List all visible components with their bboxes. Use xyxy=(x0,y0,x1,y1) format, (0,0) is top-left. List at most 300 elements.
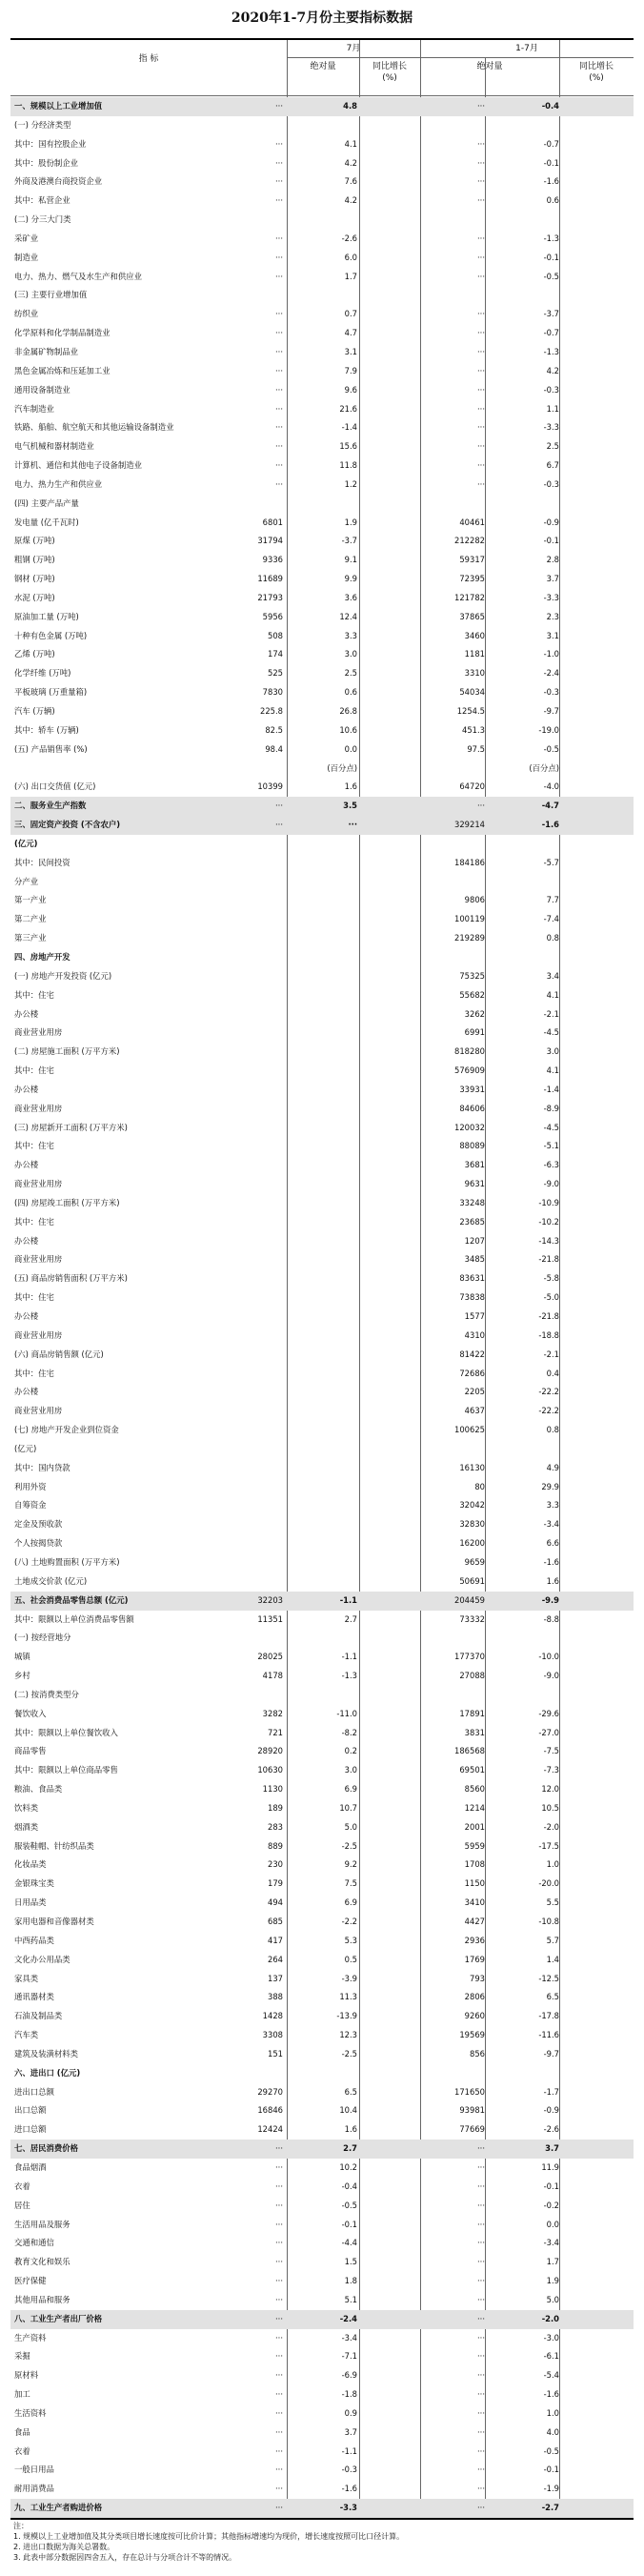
table-row xyxy=(10,910,634,929)
cumulative-yoy-cell: -14.3 xyxy=(538,1235,559,1246)
table-row xyxy=(10,1062,634,1081)
month-yoy-cell: 26.8 xyxy=(339,706,357,716)
indicator-cell: 办公楼 xyxy=(14,1387,39,1397)
indicator-cell: 其中：住宅 xyxy=(14,1368,54,1378)
cumulative-value-cell: 1254.5 xyxy=(456,706,485,716)
month-value-cell: 189 xyxy=(268,1802,283,1813)
cumulative-yoy-cell: -3.0 xyxy=(543,2332,559,2343)
month-value-cell: ··· xyxy=(275,2445,283,2456)
cumulative-value-cell: ··· xyxy=(477,2389,485,2400)
table-row xyxy=(10,1761,634,1780)
cumulative-value-cell: 177370 xyxy=(454,1652,485,1662)
indicator-cell: 其中：民间投资 xyxy=(14,857,70,867)
indicator-cell: (七) 房地产开发企业到位资金 xyxy=(14,1425,119,1435)
month-value-cell: 889 xyxy=(268,1840,283,1851)
cumulative-value-cell: ··· xyxy=(477,157,485,168)
cumulative-yoy-cell: -21.8 xyxy=(538,1254,559,1265)
indicator-cell: (六) 商品房销售额 (亿元) xyxy=(14,1349,104,1359)
indicator-cell: 商业营业用房 xyxy=(14,1254,63,1265)
cumulative-value-cell: ··· xyxy=(477,2445,485,2456)
month-value-cell: ··· xyxy=(275,2143,283,2154)
month-value-cell: ··· xyxy=(275,2200,283,2210)
table-row xyxy=(10,1534,634,1553)
indicator-cell: 九、工业生产者购进价格 xyxy=(14,2503,103,2513)
indicator-cell: 食品烟酒 xyxy=(14,2161,47,2172)
table-row xyxy=(10,2083,634,2102)
cumulative-value-cell: 50691 xyxy=(459,1575,485,1586)
indicator-cell: (二) 按消费类型分 xyxy=(14,1689,79,1699)
footnote-line: 3. 此表中部分数据因四舍五入，存在总计与分项合计不等的情况。 xyxy=(13,2553,237,2562)
table-row xyxy=(10,589,634,608)
table-row xyxy=(10,1288,634,1308)
month-value-cell: 32203 xyxy=(257,1594,283,1605)
cumulative-yoy-cell: -0.3 xyxy=(543,478,559,489)
table-row xyxy=(10,760,634,779)
cumulative-value-cell: 186568 xyxy=(454,1746,485,1756)
table-row xyxy=(10,2120,634,2140)
month-value-cell: 4178 xyxy=(262,1671,283,1681)
cumulative-value-cell: 19569 xyxy=(459,2030,485,2040)
cumulative-value-cell: 27088 xyxy=(459,1671,485,1681)
month-value-cell: 3282 xyxy=(262,1708,283,1718)
month-yoy-cell: 9.2 xyxy=(344,1859,357,1870)
indicator-cell: 一般日用品 xyxy=(14,2464,54,2475)
table-row xyxy=(10,2272,634,2291)
table-section-row xyxy=(10,797,634,816)
month-value-cell: 7830 xyxy=(262,687,283,698)
cumulative-yoy-cell: 1.4 xyxy=(546,1954,559,1964)
indicator-cell: 发电量 (亿千瓦时) xyxy=(14,517,79,527)
month-value-cell: 494 xyxy=(268,1897,283,1908)
cumulative-value-cell: 93981 xyxy=(459,2105,485,2116)
table-section-row xyxy=(10,2499,634,2518)
cumulative-yoy-cell: -5.1 xyxy=(543,1141,559,1151)
indicator-cell: 烟酒类 xyxy=(14,1821,39,1832)
month-yoy-cell: 10.2 xyxy=(339,2161,357,2172)
month-value-cell: 417 xyxy=(268,1935,283,1945)
month-yoy-cell: -1.1 xyxy=(341,1652,357,1662)
cumulative-yoy-cell: 4.2 xyxy=(546,365,559,375)
cumulative-yoy-cell: -8.8 xyxy=(543,1613,559,1624)
cumulative-value-cell: 16130 xyxy=(459,1462,485,1472)
cumulative-value-cell: 212282 xyxy=(454,536,485,546)
table-row xyxy=(10,400,634,419)
cumulative-yoy-cell: 4.0 xyxy=(546,2426,559,2437)
cumulative-yoy-cell: -1.3 xyxy=(543,233,559,243)
month-yoy-cell: 5.1 xyxy=(344,2294,357,2304)
table-row xyxy=(10,873,634,892)
month-yoy-cell: 3.6 xyxy=(344,592,357,602)
cumulative-value-cell: 32042 xyxy=(459,1500,485,1511)
month-yoy-cell: -2.5 xyxy=(341,1840,357,1851)
indicator-cell: 商业营业用房 xyxy=(14,1027,63,1038)
month-yoy-cell: 6.9 xyxy=(344,1897,357,1908)
indicator-cell: 汽车 (万辆) xyxy=(14,706,55,716)
table-row xyxy=(10,1648,634,1667)
table-row xyxy=(10,891,634,910)
table-row xyxy=(10,1346,634,1365)
header-indicator: 指 标 xyxy=(138,54,159,64)
cumulative-value-cell: ··· xyxy=(477,422,485,433)
indicator-cell: 其中：私营企业 xyxy=(14,195,70,206)
cumulative-yoy-cell: -5.4 xyxy=(543,2370,559,2381)
header-period-month: 7月 xyxy=(346,44,361,53)
indicator-cell: 医疗保健 xyxy=(14,2276,47,2286)
table-row xyxy=(10,1269,634,1288)
cumulative-yoy-cell: -2.0 xyxy=(541,2313,559,2323)
indicator-cell: 饮料类 xyxy=(14,1802,39,1813)
cumulative-value-cell: 329214 xyxy=(454,820,485,830)
indicator-cell: (亿元) xyxy=(14,1443,37,1453)
month-value-cell: ··· xyxy=(275,2219,283,2229)
cumulative-yoy-cell: 2.3 xyxy=(546,611,559,621)
table-row xyxy=(10,664,634,683)
month-yoy-cell: 1.7 xyxy=(344,271,357,281)
table-row xyxy=(10,1705,634,1724)
month-value-cell: ··· xyxy=(275,2294,283,2304)
cumulative-yoy-cell: -12.5 xyxy=(538,1973,559,1983)
indicator-cell: 通讯器材类 xyxy=(14,1992,54,2002)
cumulative-value-cell: 83631 xyxy=(459,1273,485,1284)
cumulative-value-cell: 72395 xyxy=(459,574,485,584)
indicator-cell: (六) 出口交货值 (亿元) xyxy=(14,781,96,792)
indicator-cell: 商业营业用房 xyxy=(14,1406,63,1416)
cumulative-value-cell: 17891 xyxy=(459,1708,485,1718)
month-yoy-cell: 3.3 xyxy=(344,630,357,640)
month-yoy-cell: 0.7 xyxy=(344,309,357,319)
table-row xyxy=(10,608,634,627)
cumulative-yoy-cell: -10.9 xyxy=(538,1197,559,1207)
header-yoy-month xyxy=(359,57,420,95)
cumulative-value-cell: 64720 xyxy=(459,781,485,792)
table-row xyxy=(10,1496,634,1515)
cumulative-value-cell: 2936 xyxy=(464,1935,485,1945)
cumulative-value-cell: ··· xyxy=(477,441,485,452)
table-row xyxy=(10,2443,634,2462)
month-value-cell: 721 xyxy=(268,1727,283,1737)
indicator-cell: 水泥 (万吨) xyxy=(14,592,55,602)
indicator-cell: (四) 主要产品产量 xyxy=(14,497,79,508)
month-value-cell: 10399 xyxy=(257,781,283,792)
cumulative-yoy-cell: -7.4 xyxy=(543,914,559,924)
table-row xyxy=(10,1175,634,1194)
cumulative-value-cell: ··· xyxy=(477,176,485,187)
table-row xyxy=(10,683,634,702)
indicator-cell: 出口总额 xyxy=(14,2105,47,2116)
indicator-cell: (一) 分经济类型 xyxy=(14,119,71,130)
cumulative-yoy-cell: -19.0 xyxy=(538,724,559,735)
cumulative-value-cell: ··· xyxy=(477,138,485,149)
cumulative-value-cell: ··· xyxy=(477,2351,485,2362)
month-yoy-cell: 10.7 xyxy=(339,1802,357,1813)
table-row xyxy=(10,1308,634,1327)
month-value-cell: ··· xyxy=(275,2257,283,2267)
cumulative-value-cell: ··· xyxy=(477,2332,485,2343)
header-yoy-label: 同比增长 xyxy=(372,62,407,71)
indicator-cell: 第三产业 xyxy=(14,933,47,943)
cumulative-yoy-cell: -3.4 xyxy=(543,1519,559,1530)
month-yoy-cell: -7.1 xyxy=(341,2351,357,2362)
month-value-cell: 137 xyxy=(268,1973,283,1983)
month-yoy-cell: 1.6 xyxy=(344,2124,357,2135)
table-row xyxy=(10,1459,634,1478)
cumulative-yoy-cell: 5.0 xyxy=(546,2294,559,2304)
cumulative-yoy-cell: -0.7 xyxy=(543,328,559,338)
cumulative-value-cell: 88089 xyxy=(459,1141,485,1151)
cumulative-value-cell: 80 xyxy=(474,1481,485,1491)
table-section-row xyxy=(10,816,634,835)
month-value-cell: 28920 xyxy=(257,1746,283,1756)
cumulative-yoy-cell: -0.1 xyxy=(543,2464,559,2475)
month-yoy-cell: 3.0 xyxy=(344,1765,357,1775)
cumulative-yoy-cell: 3.1 xyxy=(546,630,559,640)
table-row xyxy=(10,1780,634,1799)
indicator-cell: 七、居民消费价格 xyxy=(14,2143,78,2154)
month-yoy-cell: 1.6 xyxy=(344,781,357,792)
table-row xyxy=(10,1232,634,1251)
month-yoy-cell: -1.4 xyxy=(341,422,357,433)
table-row xyxy=(10,211,634,230)
month-yoy-cell: 0.0 xyxy=(344,743,357,754)
table-row xyxy=(10,2007,634,2026)
cumulative-yoy-cell: 29.9 xyxy=(541,1481,559,1491)
table-row xyxy=(10,324,634,343)
month-value-cell: ··· xyxy=(275,2276,283,2286)
cumulative-yoy-cell: 0.4 xyxy=(546,1368,559,1378)
cumulative-value-cell: 23685 xyxy=(459,1216,485,1227)
cumulative-value-cell: ··· xyxy=(477,309,485,319)
table-row xyxy=(10,551,634,570)
cumulative-value-cell: ··· xyxy=(477,2161,485,2172)
month-yoy-cell: 2.7 xyxy=(343,2143,357,2154)
month-value-cell: ··· xyxy=(275,801,283,811)
cumulative-yoy-cell: -2.7 xyxy=(541,2503,559,2513)
cumulative-value-cell: 4310 xyxy=(464,1329,485,1340)
indicator-cell: 服装鞋帽、针纺织品类 xyxy=(14,1840,94,1851)
cumulative-value-cell: ··· xyxy=(477,2276,485,2286)
indicator-cell: 个人按揭贷款 xyxy=(14,1538,63,1549)
month-yoy-cell: 3.0 xyxy=(344,649,357,659)
indicator-cell: 建筑及装潢材料类 xyxy=(14,2048,78,2059)
indicator-cell: 居住 xyxy=(14,2200,30,2210)
cumulative-yoy-cell: -2.4 xyxy=(543,668,559,679)
cumulative-yoy-cell: 0.8 xyxy=(546,933,559,943)
cumulative-value-cell: 6991 xyxy=(464,1027,485,1038)
table-row xyxy=(10,929,634,948)
month-yoy-cell: 9.1 xyxy=(344,555,357,565)
footnotes xyxy=(13,2521,623,2563)
data-table xyxy=(10,38,634,2520)
table-row xyxy=(10,1081,634,1100)
indicator-cell: 加工 xyxy=(14,2389,30,2400)
month-value-cell: 1428 xyxy=(262,2011,283,2021)
table-section-row xyxy=(10,97,634,116)
cumulative-yoy-cell: -0.5 xyxy=(543,2445,559,2456)
cumulative-value-cell: 81422 xyxy=(459,1349,485,1359)
cumulative-value-cell: 3310 xyxy=(464,668,485,679)
header-pct-label: (%) xyxy=(382,73,397,83)
month-yoy-cell: (百分点) xyxy=(327,762,357,773)
cumulative-value-cell: ··· xyxy=(477,2219,485,2229)
indicator-cell: (三) 房屋新开工面积 (万平方米) xyxy=(14,1122,128,1132)
month-value-cell: 179 xyxy=(268,1878,283,1889)
cumulative-yoy-cell: -3.7 xyxy=(543,309,559,319)
month-value-cell: ··· xyxy=(275,138,283,149)
cumulative-yoy-cell: -0.9 xyxy=(543,2105,559,2116)
table-row xyxy=(10,2329,634,2348)
month-value-cell: 264 xyxy=(268,1954,283,1964)
month-yoy-cell: -0.5 xyxy=(341,2200,357,2210)
month-yoy-cell: -2.5 xyxy=(341,2048,357,2059)
table-row xyxy=(10,702,634,721)
cumulative-value-cell: ··· xyxy=(477,271,485,281)
month-yoy-cell: -8.2 xyxy=(341,1727,357,1737)
month-value-cell: ··· xyxy=(275,2161,283,2172)
cumulative-value-cell: 69501 xyxy=(459,1765,485,1775)
table-row xyxy=(10,1875,634,1894)
table-section-row xyxy=(10,2064,634,2083)
cumulative-value-cell: ··· xyxy=(477,2294,485,2304)
month-value-cell: ··· xyxy=(275,422,283,433)
month-value-cell: ··· xyxy=(275,2389,283,2400)
month-yoy-cell: 4.7 xyxy=(344,328,357,338)
month-value-cell: 225.8 xyxy=(260,706,283,716)
cumulative-yoy-cell: -0.5 xyxy=(543,743,559,754)
month-yoy-cell: -3.9 xyxy=(341,1973,357,1983)
cumulative-yoy-cell: 1.9 xyxy=(546,2276,559,2286)
indicator-cell: 其中：国有控股企业 xyxy=(14,138,87,149)
cumulative-yoy-cell: -17.5 xyxy=(538,1840,559,1851)
table-row xyxy=(10,1024,634,1043)
cumulative-value-cell: 3262 xyxy=(464,1008,485,1019)
table-row xyxy=(10,2197,634,2216)
cumulative-yoy-cell: 0.6 xyxy=(546,195,559,206)
cumulative-value-cell: 33248 xyxy=(459,1197,485,1207)
table-row xyxy=(10,154,634,173)
cumulative-value-cell: ··· xyxy=(477,2257,485,2267)
month-value-cell: ··· xyxy=(275,2464,283,2475)
month-value-cell: ··· xyxy=(275,2407,283,2418)
cumulative-yoy-cell: -2.6 xyxy=(543,2124,559,2135)
cumulative-yoy-cell: -1.6 xyxy=(541,820,559,830)
month-yoy-cell: 10.4 xyxy=(339,2105,357,2116)
indicator-cell: 第一产业 xyxy=(14,895,47,905)
cumulative-yoy-cell: -0.9 xyxy=(543,517,559,527)
cumulative-yoy-cell: 3.3 xyxy=(546,1500,559,1511)
cumulative-yoy-cell: -6.1 xyxy=(543,2351,559,2362)
table-section-row xyxy=(10,948,634,967)
indicator-cell: 教育文化和娱乐 xyxy=(14,2257,70,2267)
indicator-cell: 办公楼 xyxy=(14,1008,39,1019)
cumulative-value-cell: 451.3 xyxy=(462,724,485,735)
month-value-cell: ··· xyxy=(275,2484,283,2494)
cumulative-yoy-cell: -0.1 xyxy=(543,157,559,168)
cumulative-value-cell: 32830 xyxy=(459,1519,485,1530)
month-value-cell: ··· xyxy=(275,2503,283,2513)
month-value-cell: 283 xyxy=(268,1821,283,1832)
indicator-cell: 生产资料 xyxy=(14,2332,47,2343)
indicator-cell: 原油加工量 (万吨) xyxy=(14,611,79,621)
month-yoy-cell: 11.8 xyxy=(339,460,357,471)
header-bottom-rule xyxy=(10,95,634,96)
table-row xyxy=(10,116,634,135)
month-yoy-cell: 0.2 xyxy=(344,1746,357,1756)
cumulative-value-cell: 9260 xyxy=(464,2011,485,2021)
indicator-cell: 餐饮收入 xyxy=(14,1708,47,1718)
month-yoy-cell: 1.8 xyxy=(344,2276,357,2286)
table-row xyxy=(10,1365,634,1384)
cumulative-yoy-cell: -9.0 xyxy=(543,1671,559,1681)
header-yoy-cumulative xyxy=(559,57,634,95)
cumulative-value-cell: 2806 xyxy=(464,1992,485,2002)
month-value-cell: 685 xyxy=(268,1917,283,1926)
cumulative-value-cell: 818280 xyxy=(454,1046,485,1057)
indicator-cell: 家具类 xyxy=(14,1973,39,1983)
cumulative-value-cell: 171650 xyxy=(454,2086,485,2097)
cumulative-value-cell: 184186 xyxy=(454,857,485,867)
cumulative-value-cell: 3410 xyxy=(464,1897,485,1908)
month-value-cell: ··· xyxy=(275,195,283,206)
cumulative-yoy-cell: 3.7 xyxy=(545,2143,559,2154)
cumulative-yoy-cell: -7.3 xyxy=(543,1765,559,1775)
indicator-cell: 办公楼 xyxy=(14,1160,39,1170)
cumulative-value-cell: 55682 xyxy=(459,989,485,1000)
cumulative-yoy-cell: -0.7 xyxy=(543,138,559,149)
table-row xyxy=(10,1100,634,1119)
indicator-cell: 其中：住宅 xyxy=(14,989,54,1000)
month-yoy-cell: 2.5 xyxy=(344,668,357,679)
indicator-cell: 原煤 (万吨) xyxy=(14,536,55,546)
month-value-cell: ··· xyxy=(275,403,283,414)
indicator-cell: 电气机械和器材制造业 xyxy=(14,441,94,452)
cumulative-value-cell: 73332 xyxy=(459,1613,485,1624)
month-value-cell: 82.5 xyxy=(265,724,283,735)
table-row xyxy=(10,740,634,760)
cumulative-value-cell: ··· xyxy=(477,101,485,111)
cumulative-value-cell: 120032 xyxy=(454,1122,485,1132)
cumulative-yoy-cell: -2.0 xyxy=(543,1821,559,1832)
header-yoy-label: 同比增长 xyxy=(578,62,614,71)
cumulative-yoy-cell: -0.3 xyxy=(543,687,559,698)
indicator-cell: 交通和通信 xyxy=(14,2238,54,2248)
cumulative-value-cell: 4427 xyxy=(464,1917,485,1926)
table-row xyxy=(10,192,634,211)
table-section-row xyxy=(10,2140,634,2159)
table-row xyxy=(10,1913,634,1932)
cumulative-value-cell: 84606 xyxy=(459,1103,485,1113)
month-value-cell: ··· xyxy=(275,233,283,243)
indicator-cell: 化妆品类 xyxy=(14,1859,47,1870)
month-yoy-cell: 1.5 xyxy=(344,2257,357,2267)
table-row xyxy=(10,476,634,495)
table-body xyxy=(10,97,634,2518)
table-row xyxy=(10,1383,634,1402)
table-row xyxy=(10,2291,634,2310)
indicator-cell: (五) 商品房销售面积 (万平方米) xyxy=(14,1273,128,1284)
cumulative-yoy-cell: -1.9 xyxy=(543,2484,559,2494)
table-row xyxy=(10,1894,634,1913)
indicator-cell: 外商及港澳台商投资企业 xyxy=(14,176,103,187)
month-value-cell: ··· xyxy=(275,820,283,830)
cumulative-yoy-cell: -6.3 xyxy=(543,1160,559,1170)
table-row xyxy=(10,2385,634,2404)
cumulative-value-cell: 59317 xyxy=(459,555,485,565)
cumulative-yoy-cell: -21.8 xyxy=(538,1311,559,1321)
cumulative-yoy-cell: 3.0 xyxy=(546,1046,559,1057)
month-yoy-cell: 1.2 xyxy=(344,478,357,489)
cumulative-yoy-cell: 4.1 xyxy=(546,1065,559,1076)
cumulative-yoy-cell: -1.6 xyxy=(543,176,559,187)
